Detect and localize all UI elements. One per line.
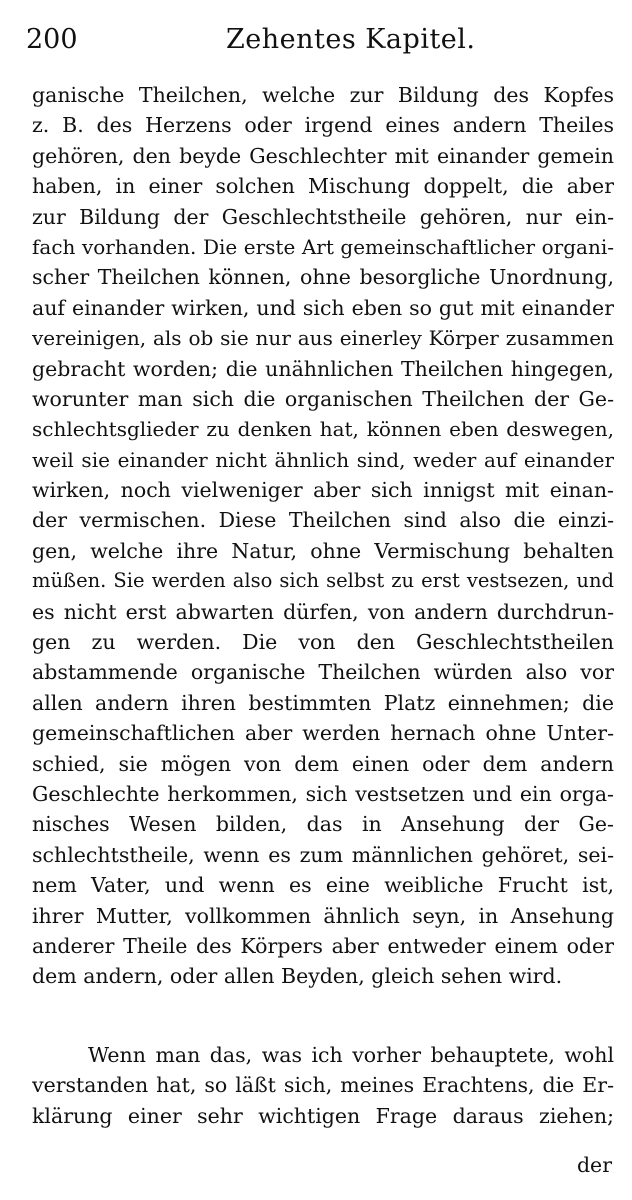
text-line: anderer Theile des Körpers aber entweder einem oder bbox=[32, 933, 614, 958]
text-line: auf einander wirken, und sich eben so gut mit einander bbox=[32, 295, 614, 320]
text-line: fach vorhanden. Die erste Art gemeinschaftlicher organi- bbox=[32, 234, 614, 259]
text-line: gen, welche ihre Natur, ohne Vermischung behalten bbox=[32, 538, 614, 563]
text-line: weil sie einander nicht ähnlich sind, weder auf einander bbox=[32, 447, 614, 472]
text-line: wirken, noch vielweniger aber sich innigst mit einan- bbox=[32, 478, 614, 503]
text-line: worunter man sich die organischen Theilchen der Ge- bbox=[32, 386, 614, 411]
text-line: abstammende organische Theilchen würden also vor bbox=[32, 660, 614, 685]
text-line: haben, in einer solchen Mischung doppelt, die aber bbox=[32, 174, 614, 199]
paragraph-1 bbox=[32, 80, 614, 992]
text-line: gemeinschaftlichen aber werden hernach ohne Unter- bbox=[32, 721, 614, 746]
text-line: zur Bildung der Geschlechtstheile gehören, nur ein- bbox=[32, 204, 614, 229]
text-line: schlechtstheile, wenn es zum männlichen gehöret, sei- bbox=[32, 842, 614, 867]
text-line: der vermischen. Diese Theilchen sind also die einzi- bbox=[32, 508, 614, 533]
catchword: der bbox=[576, 1153, 612, 1177]
text-line: dem andern, oder allen Beyden, gleich sehen wird. bbox=[32, 964, 563, 989]
text-line: Geschlechte herkommen, sich vestsetzen und ein orga- bbox=[32, 781, 614, 806]
text-line: allen andern ihren bestimmten Platz einnehmen; die bbox=[32, 690, 614, 715]
text-line: nem Vater, und wenn es eine weibliche Frucht ist, bbox=[32, 873, 614, 898]
text-line: vereinigen, als ob sie nur aus einerley Körper zusammen bbox=[32, 326, 614, 351]
text-line: nisches Wesen bilden, das in Ansehung der Ge- bbox=[32, 812, 614, 837]
text-line: gehören, den beyde Geschlechter mit einander gemein bbox=[32, 143, 614, 168]
text-line: klärung einer sehr wichtigen Frage daraus ziehen; bbox=[32, 1103, 614, 1128]
text-line: gen zu werden. Die von den Geschlechtstheilen bbox=[32, 630, 614, 655]
page-number: 200 bbox=[26, 24, 78, 55]
text-line: Wenn man das, was ich vorher behauptete, wohl bbox=[88, 1043, 614, 1067]
page-header bbox=[26, 22, 612, 58]
paragraph-2 bbox=[32, 1040, 614, 1131]
text-line: müßen. Sie werden also sich selbst zu erst vestsezen, und bbox=[32, 569, 614, 593]
text-line: verstanden hat, so läßt sich, meines Erachtens, die Er- bbox=[32, 1073, 614, 1098]
text-line: schied, sie mögen von dem einen oder dem andern bbox=[32, 751, 614, 776]
text-line: schlechtsglieder zu denken hat, können eben deswegen, bbox=[32, 417, 614, 442]
text-line: scher Theilchen können, ohne besorgliche Unordnung, bbox=[32, 265, 614, 290]
text-line: ihrer Mutter, vollkommen ähnlich seyn, in Ansehung bbox=[32, 903, 614, 928]
text-line: gebracht worden; die unähnlichen Theilchen hingegen, bbox=[32, 356, 614, 381]
text-line: ganische Theilchen, welche zur Bildung des Kopfes bbox=[32, 83, 614, 107]
text-line: es nicht erst abwarten dürfen, von andern durchdrun- bbox=[32, 599, 614, 624]
text-line: z. B. des Herzens oder irgend eines andern Theiles bbox=[32, 113, 614, 138]
running-head: Zehentes Kapitel. bbox=[226, 24, 476, 55]
